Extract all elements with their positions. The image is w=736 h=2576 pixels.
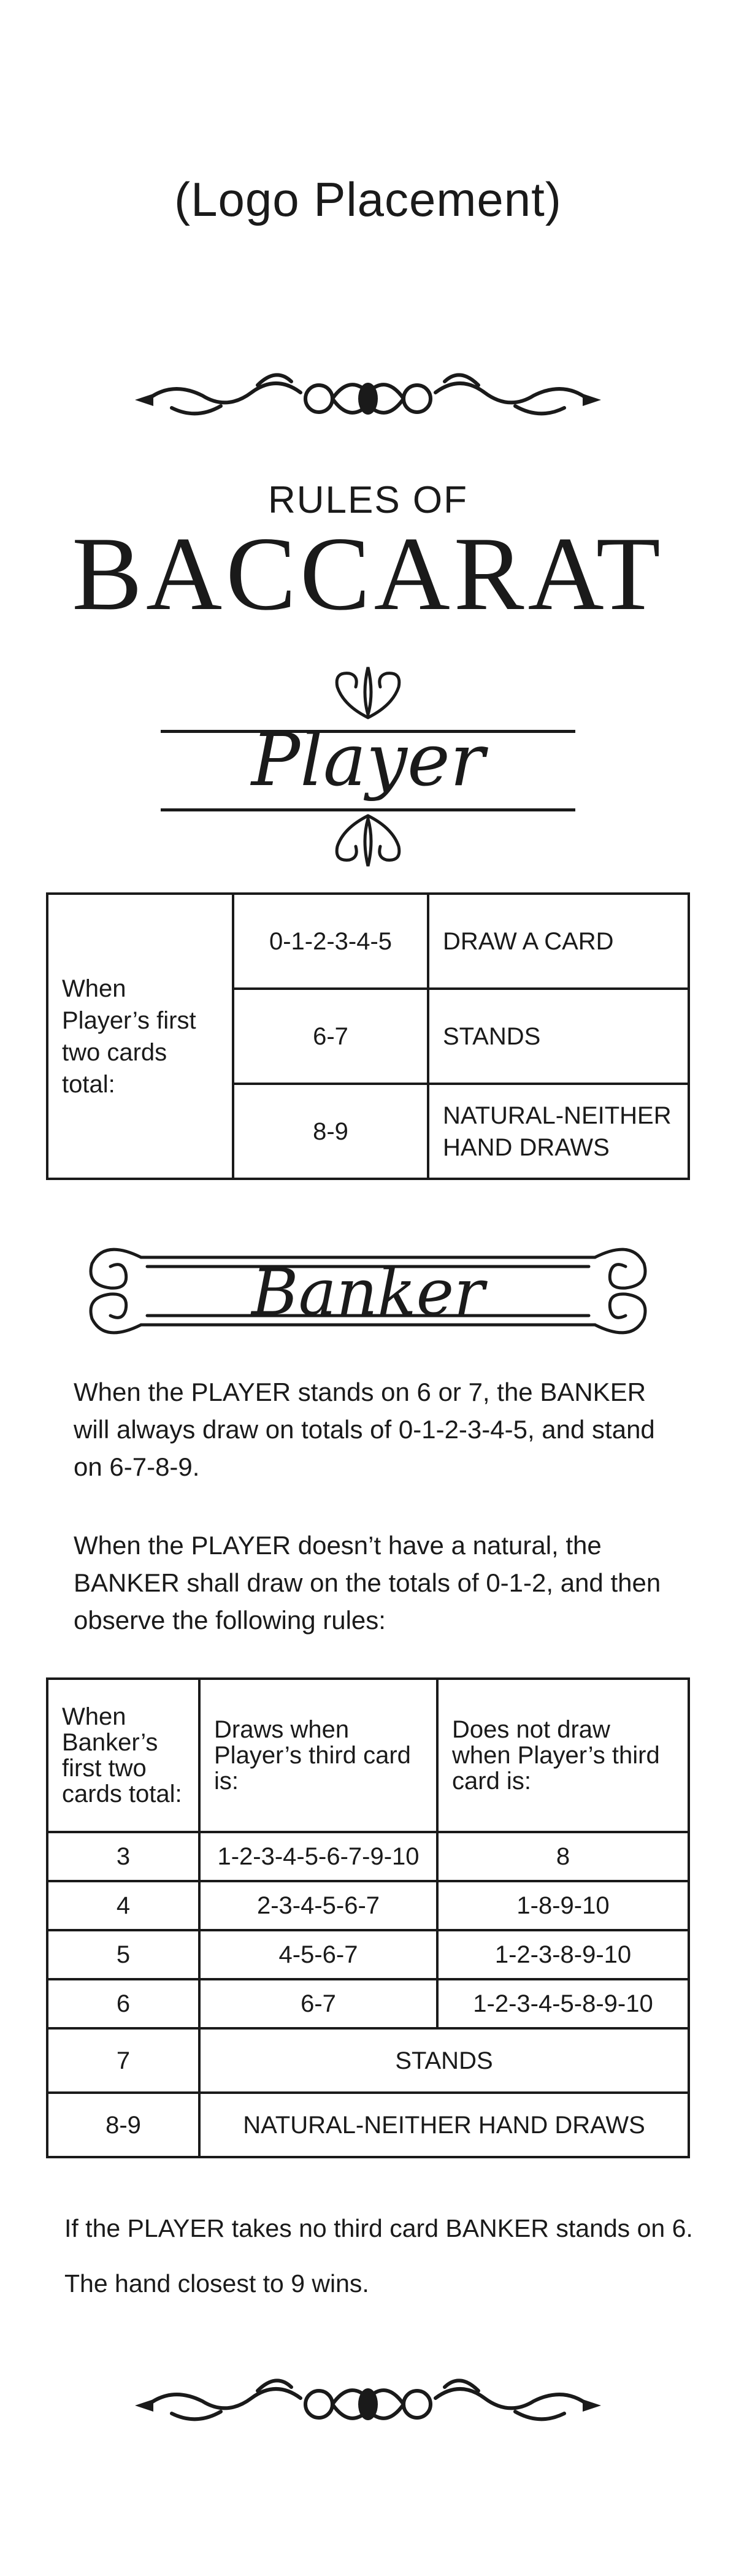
player-bottom-rule xyxy=(161,808,575,811)
player-total-cell: 0-1-2-3-4-5 xyxy=(233,894,428,989)
rules-of-heading: RULES OF xyxy=(267,479,469,521)
baccarat-title: BACCARAT xyxy=(72,516,664,632)
banker-no-draw-cell: 1-2-3-8-9-10 xyxy=(437,1930,689,1979)
logo-placeholder: (Logo Placement) xyxy=(174,172,562,226)
banker-rules-table xyxy=(46,1677,690,2158)
banker-rule-paragraph: When the PLAYER stands on 6 or 7, the BANKER will always draw on totals of 0-1-2-3-4-5, and stand on 6-7-8-9. xyxy=(74,1378,655,1481)
player-row-label: When Player’s first two cards total: xyxy=(47,894,233,1179)
player-total-cell: 6-7 xyxy=(233,989,428,1084)
player-action-cell: DRAW A CARD xyxy=(428,894,689,989)
banker-total-cell: 8-9 xyxy=(47,2093,199,2157)
player-top-ornament-icon xyxy=(319,662,417,721)
banker-total-cell: 5 xyxy=(47,1930,199,1979)
banker-draws-cell: 6-7 xyxy=(199,1979,437,2028)
banker-total-cell: 3 xyxy=(47,1832,199,1881)
banker-draws-cell: 1-2-3-4-5-6-7-9-10 xyxy=(199,1832,437,1881)
banker-total-cell: 6 xyxy=(47,1979,199,2028)
banker-draws-cell: 4-5-6-7 xyxy=(199,1930,437,1979)
banker-header-draws: Draws when Player’s third card is: xyxy=(199,1679,437,1832)
footer-note: If the PLAYER takes no third card BANKER stands on 6. xyxy=(64,2214,693,2242)
player-action-cell: STANDS xyxy=(428,989,689,1084)
banker-draws-cell: 2-3-4-5-6-7 xyxy=(199,1881,437,1930)
banker-rule-paragraph: When the PLAYER doesn’t have a natural, the BANKER shall draw on the totals of 0-1-2, and then observe the following rules: xyxy=(74,1531,661,1635)
banker-header-no-draw: Does not draw when Player’s third card is: xyxy=(437,1679,689,1832)
top-ornament-icon xyxy=(135,362,601,435)
banker-header-total: When Banker’s first two cards total: xyxy=(47,1679,199,1832)
banker-total-cell: 7 xyxy=(47,2028,199,2093)
player-total-cell: 8-9 xyxy=(233,1084,428,1179)
player-rules-table xyxy=(46,892,690,1180)
banker-no-draw-cell: 1-2-3-4-5-8-9-10 xyxy=(437,1979,689,2028)
player-bottom-ornament-icon xyxy=(319,813,417,871)
bottom-ornament-icon xyxy=(135,2367,601,2441)
banker-merged-cell: STANDS xyxy=(199,2028,689,2093)
player-heading: Player xyxy=(251,718,485,802)
footer-note: The hand closest to 9 wins. xyxy=(64,2269,369,2298)
player-action-cell: NATURAL-NEITHER HAND DRAWS xyxy=(428,1084,689,1179)
banker-heading: Banker xyxy=(251,1255,485,1330)
banker-merged-cell: NATURAL-NEITHER HAND DRAWS xyxy=(199,2093,689,2157)
banker-no-draw-cell: 8 xyxy=(437,1832,689,1881)
banker-no-draw-cell: 1-8-9-10 xyxy=(437,1881,689,1930)
banker-total-cell: 4 xyxy=(47,1881,199,1930)
